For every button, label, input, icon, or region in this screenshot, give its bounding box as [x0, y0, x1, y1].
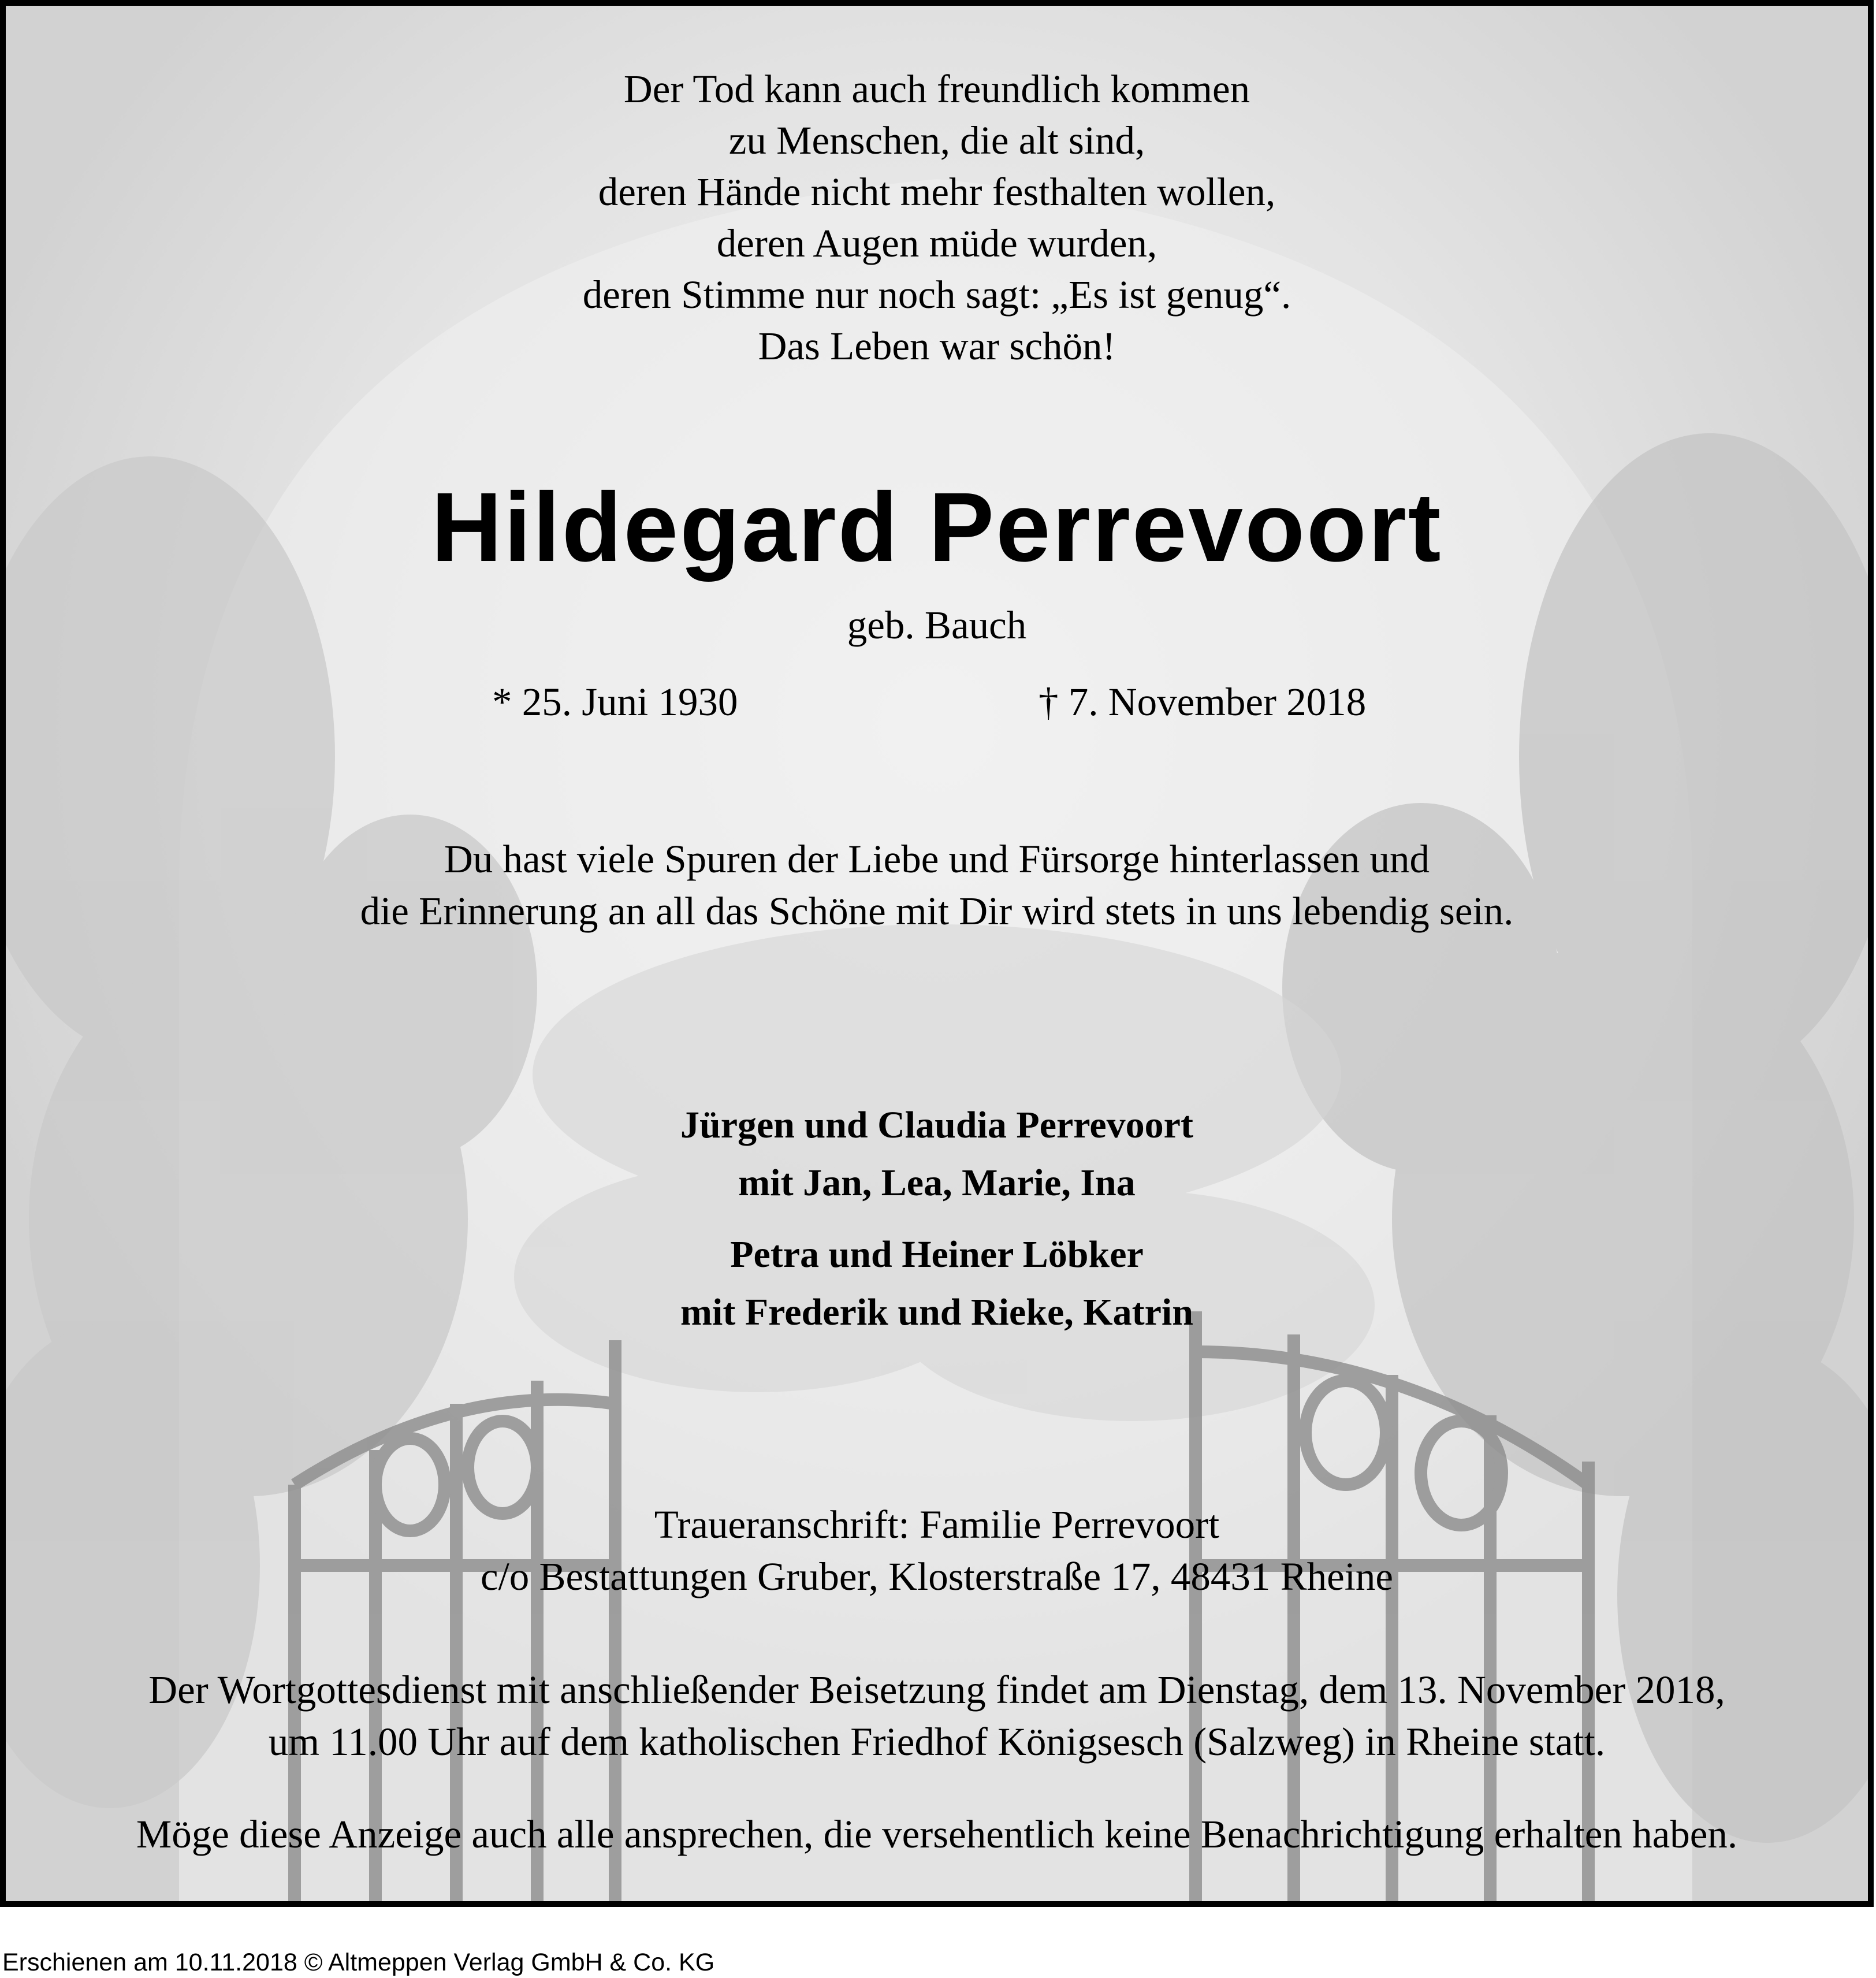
funeral-service-info: [6, 1664, 1868, 1768]
address-line: c/o Bestattungen Gruber, Klosterstraße 17, 48431 Rheine: [480, 1555, 1394, 1598]
birth-date: * 25. Juni 1930: [492, 680, 738, 724]
service-line: Der Wortgottesdienst mit anschließender Beisetzung findet am Dienstag, dem 13. November 2018,: [148, 1668, 1725, 1712]
farewell-line: Du hast viele Spuren der Liebe und Fürsorge hinterlassen und: [444, 837, 1430, 881]
poem-line: deren Augen müde wurden,: [716, 221, 1157, 265]
deceased-name: Hildegard Perrevoort: [431, 473, 1443, 582]
poem-line: Der Tod kann auch freundlich kommen: [623, 67, 1250, 111]
poem-line: Das Leben war schön!: [758, 324, 1116, 368]
maiden-name: geb. Bauch: [847, 603, 1027, 647]
address-line: Traueranschrift: Familie Perrevoort: [654, 1503, 1220, 1546]
publication-footer: Erschienen am 10.11.2018 © Altmeppen Verlag GmbH & Co. KG: [2, 1949, 715, 1976]
closing-note: Möge diese Anzeige auch alle ansprechen, die versehentlich keine Benachrichtigung erhalten haben.: [136, 1812, 1738, 1856]
poem-line: deren Hände nicht mehr festhalten wollen,: [598, 170, 1276, 214]
mourner-family: [6, 1226, 1868, 1341]
mourner-family: [6, 1096, 1868, 1212]
poem-line: zu Menschen, die alt sind,: [728, 118, 1145, 162]
death-date: † 7. November 2018: [1038, 680, 1367, 724]
mourner-children: mit Frederik und Rieke, Katrin: [680, 1291, 1193, 1333]
poem: [6, 64, 1868, 372]
mourner-children: mit Jan, Lea, Marie, Ina: [738, 1162, 1136, 1204]
poem-line: deren Stimme nur noch sagt: „Es ist genug“.: [582, 273, 1291, 317]
farewell-line: die Erinnerung an all das Schöne mit Dir wird stets in uns lebendig sein.: [360, 889, 1514, 933]
mourner-names: Jürgen und Claudia Perrevoort: [680, 1104, 1193, 1146]
condolence-address: [6, 1499, 1868, 1603]
farewell-text: [6, 833, 1868, 937]
service-line: um 11.00 Uhr auf dem katholischen Friedhof Königsesch (Salzweg) in Rheine statt.: [268, 1720, 1606, 1764]
mourner-names: Petra und Heiner Löbker: [730, 1233, 1144, 1276]
